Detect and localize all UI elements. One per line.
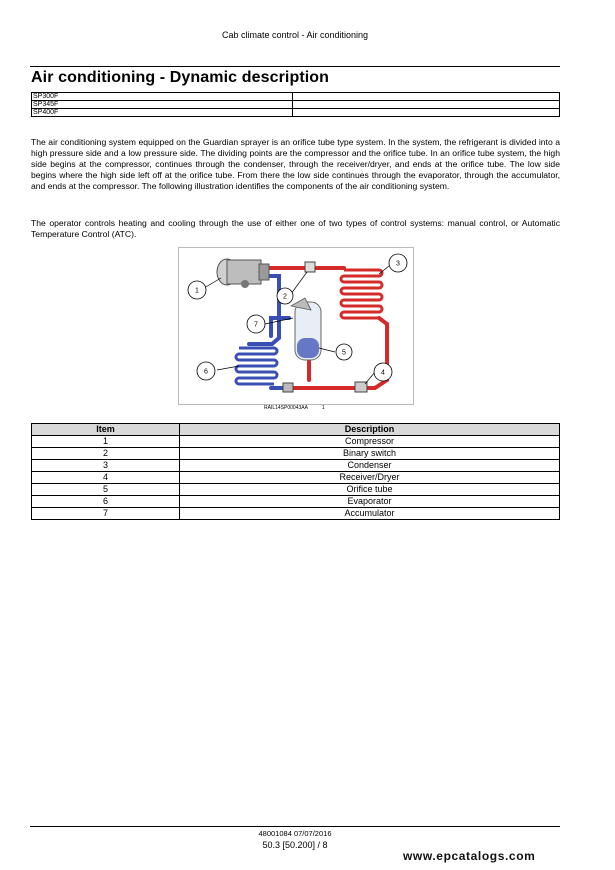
table-row [32,484,560,496]
table-row [32,496,560,508]
description-cell: Receiver/Dryer [180,472,560,484]
watermark-text: www.epcatalogs.com [403,849,536,863]
item-cell: 6 [32,496,180,508]
figure-caption [264,405,339,411]
model-cell: SP345F [32,101,293,109]
figure-code: RAIL14SP00043AA [264,405,308,411]
description-cell: Evaporator [180,496,560,508]
ac-system-illustration [178,247,414,405]
description-header: Description [180,424,560,436]
model-cell: SP300F [32,93,293,101]
model-row [32,109,560,117]
running-header: Cab climate control - Air conditioning [221,30,369,40]
item-cell: 4 [32,472,180,484]
description-paragraph: The air conditioning system equipped on the Guardian sprayer is an orifice tube type system. In the system, the refrigerant is divided into a high pressure side and a low pressure side. The dividing points are the compressor and the orifice tube. In an orifice tube system, the high side begins at the compressor, continues through the condenser, through the receiver/dryer, and ends at the orifice tube. The low side begins where the high side left off at the orifice tube. From there the low side continues through the evaporator, through the accumulator, and ends at the compressor. The following illustration identifies the components of the air conditioning system. [31,137,560,191]
parts-table [31,423,560,520]
item-cell: 3 [32,460,180,472]
description-cell: Condenser [180,460,560,472]
description-cell: Accumulator [180,508,560,520]
model-cell: SP400F [32,109,293,117]
table-row [32,508,560,520]
condenser-coil [341,270,382,318]
table-row [32,436,560,448]
figure-number: 1 [321,405,325,411]
top-rule [30,66,560,67]
callout-7: 7 [254,321,258,329]
accumulator-shape [291,298,321,360]
description-cell: Orifice tube [180,484,560,496]
ac-diagram [179,248,413,404]
callout-2: 2 [283,293,287,301]
callout-5: 5 [342,349,346,357]
description-cell: Binary switch [180,448,560,460]
item-cell: 7 [32,508,180,520]
evaporator-coil [236,348,277,384]
models-table [31,92,560,117]
binary-switch-shape [305,262,315,272]
footer-page-number: 50.3 [50.200] / 8 [262,840,328,850]
callout-4: 4 [381,369,385,377]
empty-cell [293,93,560,101]
footer-doc-id: 48001084 07/07/2016 [258,829,332,838]
callout-1: 1 [195,287,199,295]
table-row [32,448,560,460]
table-row [32,472,560,484]
section-title: Air conditioning - Dynamic description [31,69,330,86]
item-header: Item [32,424,180,436]
table-header-row [32,424,560,436]
item-cell: 5 [32,484,180,496]
callout-6: 6 [204,368,208,376]
model-row [32,101,560,109]
control-paragraph: The operator controls heating and cooling through the use of either one of two types of control systems: manual control, or Automatic Temperature Control (ATC). [31,218,560,239]
callout-3: 3 [396,260,400,268]
model-row [32,93,560,101]
high-pressure-lines [267,268,387,388]
orifice-tube-shape [283,383,293,392]
item-cell: 1 [32,436,180,448]
empty-cell [293,109,560,117]
bottom-rule [30,826,560,827]
item-cell: 2 [32,448,180,460]
empty-cell [293,101,560,109]
compressor-shape [217,259,269,288]
description-cell: Compressor [180,436,560,448]
table-row [32,460,560,472]
